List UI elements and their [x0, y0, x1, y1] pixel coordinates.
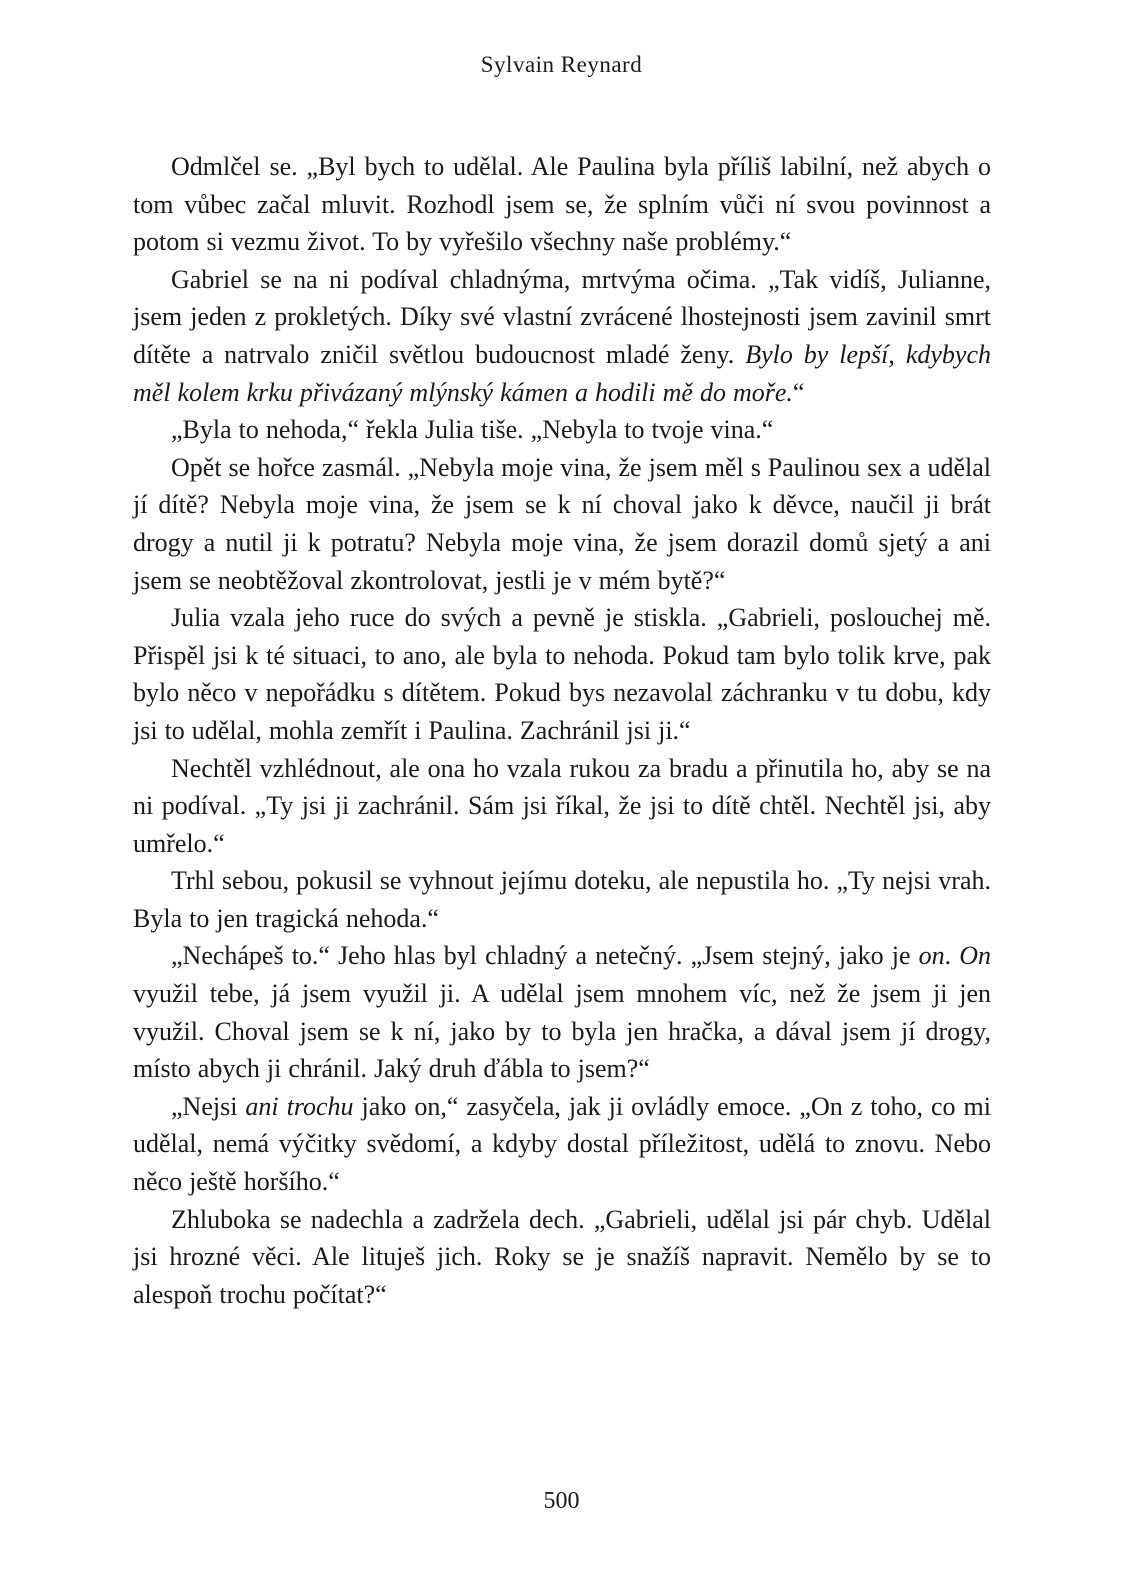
body-text: [133, 148, 991, 1313]
italic-text-run: Bylo by lepší, kdybych měl kolem krku přivázaný mlýnský kámen a hodili mě do moře.: [133, 339, 991, 407]
text-run: Zhluboka se nadechla a zadržela dech. „Gabrieli, udělal jsi pár chyb. Udělal jsi hrozné věci. Ale lituješ jich. Roky se je snažíš napravit. Nemělo by se to alespoň trochu počítat?“: [133, 1204, 991, 1309]
text-run: „Nechápeš to.“ Jeho hlas byl chladný a netečný. „Jsem stejný, jako je: [171, 941, 919, 971]
paragraph: [133, 449, 991, 599]
paragraph: [133, 599, 991, 749]
text-run: Trhl sebou, pokusil se vyhnout jejímu doteku, ale nepustila ho. „Ty nejsi vrah. Byla to jen tragická nehoda.“: [133, 866, 991, 933]
paragraph: [133, 261, 991, 411]
italic-text-run: On: [959, 941, 992, 971]
text-run: “: [792, 377, 805, 407]
text-run: Julia vzala jeho ruce do svých a pevně je stiskla. „Gabrieli, poslouchej mě. Přispěl jsi k té situaci, to ano, ale byla to nehoda. Pokud tam bylo tolik krve, pak bylo něco v nepořádku s dítětem. Pokud bys nezavolal záchranku v tu dobu, kdy jsi to udělal, mohla zemřít i Paulina. Zachránil jsi ji.“: [133, 603, 991, 745]
italic-text-run: on: [918, 941, 945, 971]
text-run: jako on,“ zasyčela, jak ji ovládly emoce. „On z toho, co mi udělal, nemá výčitky svědomí, a kdyby dostal příležitost, udělá to znovu. Nebo něco ještě horšího.“: [133, 1091, 991, 1197]
paragraph: [133, 937, 991, 1087]
text-run: Opět se hořce zasmál. „Nebyla moje vina, že jsem měl s Paulinou sex a udělal jí dítě? Nebyla moje vina, že jsem se k ní choval jako k děvce, naučil ji brát drogy a nutil ji k potratu? Nebyla moje vina, že jsem dorazil domů sjetý a ani jsem se neobtěžoval zkontrolovat, jestli je v mém bytě?“: [133, 452, 991, 595]
paragraph: [133, 862, 991, 937]
italic-text-run: ani trochu: [245, 1091, 354, 1121]
paragraph: [133, 148, 991, 261]
paragraph: [133, 411, 991, 449]
text-run: .: [944, 941, 960, 971]
paragraph: [133, 1201, 991, 1314]
text-run: Gabriel se na ni podíval chladnýma, mrtvýma očima. „Tak vidíš, Julianne, jsem jeden z prokletých. Díky své vlastní zvrácené lhostejnosti jsem zavinil smrt dítěte a natrvalo zničil světlou budoucnost mladé ženy.: [133, 264, 991, 369]
text-run: „Nejsi: [171, 1091, 246, 1121]
text-run: využil tebe, já jsem využil ji. A udělal jsem mnohem víc, než že jsem ji jen využil. Choval jsem se k ní, jako by to byla jen hračka, a dával jsem jí drogy, místo abych ji chránil. Jaký druh ďábla to jsem?“: [133, 979, 991, 1084]
page-number: 500: [543, 1488, 580, 1514]
paragraph: [133, 1088, 991, 1201]
text-run: Nechtěl vzhlédnout, ale ona ho vzala rukou za bradu a přinutila ho, aby se na ni podíval. „Ty jsi ji zachránil. Sám jsi říkal, že jsi to dítě chtěl. Nechtěl jsi, aby umřelo.“: [133, 753, 991, 858]
text-run: „Byla to nehoda,“ řekla Julia tiše. „Nebyla to tvoje vina.“: [171, 415, 774, 445]
paragraph: [133, 750, 991, 863]
running-header-author: Sylvain Reynard: [480, 52, 643, 77]
text-run: Odmlčel se. „Byl bych to udělal. Ale Paulina byla příliš labilní, než abych o tom vůbec začal mluvit. Rozhodl jsem se, že splním vůči ní svou povinnost a potom si vezmu život. To by vyřešilo všechny naše problémy.“: [133, 152, 991, 257]
